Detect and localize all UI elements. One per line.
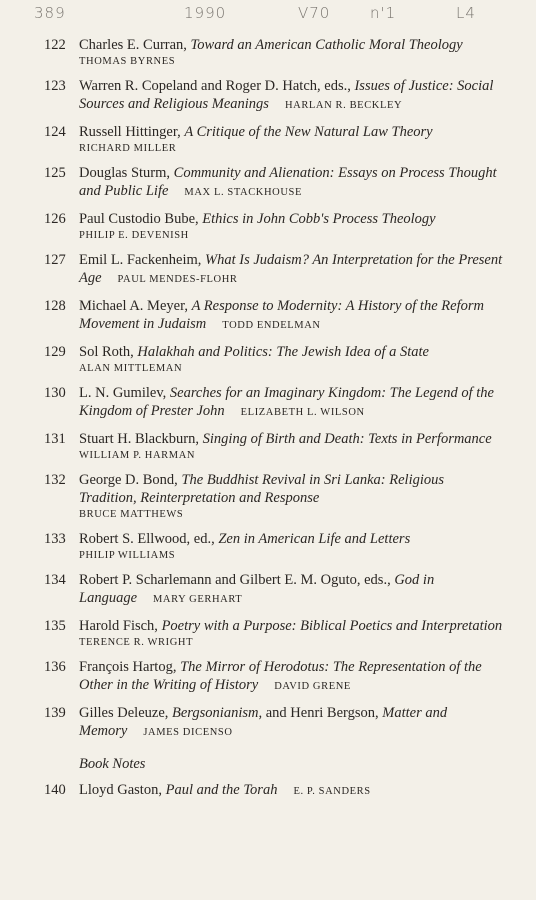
entry-author: Harold Fisch, (79, 618, 162, 634)
entry-text (79, 471, 504, 522)
entry-title: Halakhah and Politics: The Jewish Idea of a State (137, 344, 429, 360)
entry-title: Bergsonianism, (172, 705, 263, 721)
entry-text (79, 617, 504, 650)
entry-author: Robert S. Ellwood, ed., (79, 531, 219, 547)
entry-title: The Mirror of Herodotus: The Representation of the Other in the Writing of History (79, 659, 482, 693)
entry-author: Michael A. Meyer, (79, 298, 192, 314)
entry-reviewer: MARY GERHART (153, 594, 243, 605)
entry-author: George D. Bond, (79, 472, 182, 488)
entry-reviewer: PHILIP E. DEVENISH (79, 230, 189, 241)
entry-reviewer: E. P. SANDERS (293, 786, 371, 797)
entry-text (79, 164, 504, 202)
entry-author: L. N. Gumilev, (79, 385, 170, 401)
page-number: 134 (44, 572, 66, 588)
entry-text (79, 384, 504, 422)
entry-reviewer: TODD ENDELMAN (222, 320, 321, 331)
entry-text (79, 781, 504, 801)
entry-text (79, 251, 504, 289)
entry-reviewer: PHILIP WILLIAMS (79, 550, 176, 561)
toc-entry (44, 210, 504, 243)
toc-entry (44, 36, 504, 69)
entry-reviewer: HARLAN R. BECKLEY (284, 100, 403, 111)
entry-author: Stuart H. Blackburn, (79, 431, 203, 447)
toc-entry (44, 781, 504, 801)
entry-reviewer: MAX L. STACKHOUSE (184, 187, 302, 198)
entry-title: Poetry with a Purpose: Biblical Poetics and Interpretation (161, 618, 503, 634)
entry-title: Issues of Justice: Social Sources and Religious Meanings (79, 78, 494, 112)
toc-entry (44, 384, 504, 422)
entry-title: A Critique of the New Natural Law Theory (184, 124, 433, 140)
entry-title: Zen in American Life and Letters (218, 531, 411, 547)
entry-text (79, 571, 504, 609)
entry-author: Robert P. Scharlemann and Gilbert E. M. Oguto, eds., (79, 572, 395, 588)
entry-text (79, 430, 504, 463)
page-number: 124 (44, 124, 66, 140)
entry-title: A Response to Modernity: A History of the Reform Movement in Judaism (79, 298, 484, 332)
entry-text (79, 297, 504, 335)
toc-entry (44, 617, 504, 650)
page-number: 129 (44, 344, 66, 360)
toc-entry (44, 430, 504, 463)
page-number: 128 (44, 298, 66, 314)
entry-author: Russell Hittinger, (79, 124, 185, 140)
entry-title-2: Matter and Memory (79, 705, 448, 739)
entry-author: François Hartog, (79, 659, 181, 675)
entry-text (79, 658, 504, 696)
entry-title: Community and Alienation: Essays on Process Thought and Public Life (79, 165, 497, 199)
page-number: 125 (44, 165, 66, 181)
table-of-contents (44, 36, 504, 809)
entry-author: Sol Roth, (79, 344, 138, 360)
page-number: 123 (44, 78, 66, 94)
toc-entry (44, 251, 504, 289)
toc-entry (44, 704, 504, 742)
entry-reviewer: RICHARD MILLER (79, 143, 177, 154)
page-number: 126 (44, 211, 66, 227)
page-number: 130 (44, 385, 66, 401)
page-number: 133 (44, 531, 66, 547)
entry-reviewer: ALAN MITTLEMAN (79, 363, 183, 374)
toc-entry (44, 77, 504, 115)
entry-reviewer: WILLIAM P. HARMAN (79, 450, 196, 461)
page-number: 139 (44, 705, 66, 721)
handwritten-note-2: 1990 (184, 4, 227, 22)
entry-title: Searches for an Imaginary Kingdom: The Legend of the Kingdom of Prester John (79, 385, 494, 419)
handwritten-note-1: 389 (34, 4, 66, 22)
entry-reviewer: ELIZABETH L. WILSON (240, 407, 365, 418)
entry-text (79, 210, 504, 243)
entry-title: Ethics in John Cobb's Process Theology (202, 211, 436, 227)
entry-title: Toward an American Catholic Moral Theology (190, 37, 463, 53)
entry-text (79, 343, 504, 376)
entry-text (79, 36, 504, 69)
entry-reviewer: PAUL MENDES-FLOHR (117, 274, 238, 285)
handwritten-note-3: V70 (298, 4, 331, 22)
entry-reviewer: BRUCE MATTHEWS (79, 509, 184, 520)
page-number: 131 (44, 431, 66, 447)
entry-title: Paul and the Torah (165, 782, 278, 798)
entry-author: Paul Custodio Bube, (79, 211, 203, 227)
toc-entry (44, 343, 504, 376)
handwritten-note-5: L4 (456, 4, 476, 22)
entry-reviewer: TERENCE R. WRIGHT (79, 637, 194, 648)
page-number: 127 (44, 252, 66, 268)
entry-title: God in Language (79, 572, 435, 606)
entry-connector: and Henri Bergson, (262, 705, 383, 721)
toc-entry (44, 530, 504, 563)
entry-author: Lloyd Gaston, (79, 782, 166, 798)
handwritten-note-4: n'1 (370, 4, 397, 22)
toc-entry (44, 123, 504, 156)
page-number: 140 (44, 782, 66, 798)
toc-entry (44, 658, 504, 696)
toc-entry (44, 297, 504, 335)
entry-text (79, 704, 504, 742)
entry-title: The Buddhist Revival in Sri Lanka: Religious Tradition, Reinterpretation and Response (79, 472, 445, 506)
toc-entry (44, 164, 504, 202)
entry-reviewer: THOMAS BYRNES (79, 56, 176, 67)
entry-title: What Is Judaism? An Interpretation for the Present Age (79, 252, 503, 286)
page-number: 136 (44, 659, 66, 675)
entry-author: Gilles Deleuze, (79, 705, 173, 721)
entry-reviewer: JAMES DICENSO (143, 727, 233, 738)
toc-entry (44, 471, 504, 522)
toc-entry (44, 571, 504, 609)
entry-author: Douglas Sturm, (79, 165, 174, 181)
entry-text (79, 530, 504, 563)
entry-title: Singing of Birth and Death: Texts in Performance (202, 431, 492, 447)
page-number: 122 (44, 37, 66, 53)
page-number: 135 (44, 618, 66, 634)
section-heading-book-notes: Book Notes (79, 756, 146, 772)
entry-author: Warren R. Copeland and Roger D. Hatch, eds., (79, 78, 355, 94)
entry-text (79, 123, 504, 156)
entry-text (79, 77, 504, 115)
entry-reviewer: DAVID GRENE (274, 681, 351, 692)
page-number: 132 (44, 472, 66, 488)
entry-author: Charles E. Curran, (79, 37, 191, 53)
entry-author: Emil L. Fackenheim, (79, 252, 206, 268)
